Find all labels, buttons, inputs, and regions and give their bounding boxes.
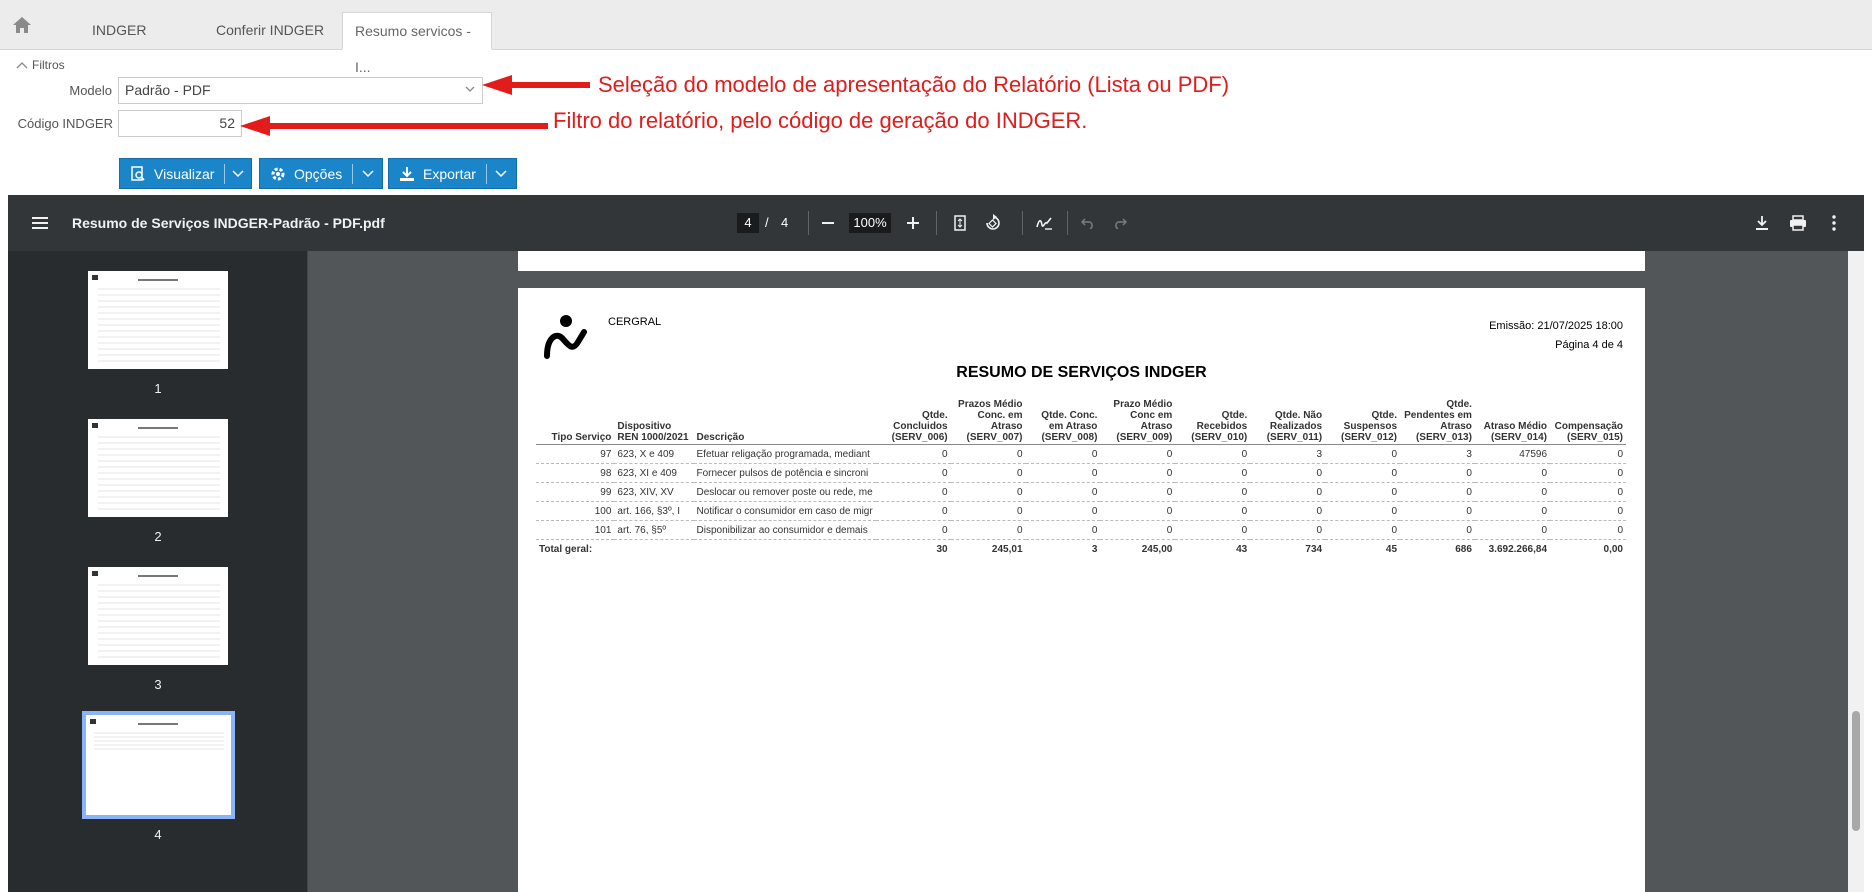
zoom-in-icon[interactable]: [901, 211, 925, 235]
table-cell: 0: [876, 464, 951, 483]
header-cell: Tipo Serviço: [536, 398, 614, 445]
total-row: [536, 540, 1626, 559]
thumbnail-page[interactable]: [88, 419, 228, 517]
total-cell: 734: [1305, 543, 1323, 555]
tab-conferir-indger[interactable]: Conferir INDGER: [216, 22, 325, 38]
annotation-arrow-modelo: [482, 74, 592, 98]
header-cell: Dispositivo REN 1000/2021: [614, 398, 693, 445]
total-cell: 43: [1236, 543, 1248, 555]
header-cell: Compensação (SERV_015): [1550, 398, 1626, 445]
opcoes-dropdown[interactable]: [352, 164, 382, 184]
table-cell: 0: [876, 521, 951, 540]
exportar-dropdown[interactable]: [486, 164, 516, 184]
table-cell: 0: [1475, 502, 1550, 521]
home-icon[interactable]: [8, 12, 36, 38]
report-page: [518, 288, 1645, 892]
download-icon: [399, 166, 415, 182]
modelo-value: Padrão - PDF: [125, 82, 211, 98]
page-info: Página 4 de 4: [1555, 339, 1623, 351]
table-cell: Efetuar religação programada, mediant: [694, 445, 876, 464]
table-cell: art. 76, §5º: [614, 521, 693, 540]
scrollbar-thumb[interactable]: [1852, 711, 1860, 831]
table-cell: 0: [1250, 464, 1325, 483]
header-cell: Prazo Médio Conc em Atraso (SERV_009): [1100, 398, 1175, 445]
table-cell: 0: [1400, 483, 1475, 502]
redo-icon[interactable]: [1108, 211, 1132, 235]
table-cell: 0: [876, 445, 951, 464]
zoom-out-icon[interactable]: [816, 211, 840, 235]
zoom-input[interactable]: 100%: [849, 213, 891, 233]
modelo-label: Modelo: [69, 83, 112, 98]
total-cell: 3.692.266,84: [1488, 543, 1548, 555]
annotation-arrow-codigo: [240, 115, 550, 139]
annotate-icon[interactable]: [1032, 211, 1056, 235]
menu-icon[interactable]: [28, 211, 52, 235]
table-cell: 97: [536, 445, 614, 464]
divider: [936, 211, 937, 235]
table-cell: 0: [1100, 483, 1175, 502]
fit-page-icon[interactable]: [948, 211, 972, 235]
table-cell: 623, XIV, XV: [614, 483, 693, 502]
header-cell: Qtde. Concluidos (SERV_006): [876, 398, 951, 445]
total-cell: Total geral:: [539, 543, 593, 555]
table-cell: 0: [1100, 464, 1175, 483]
chevron-down-icon: [232, 170, 244, 178]
pdf-title: Resumo de Serviços INDGER-Padrão - PDF.pdf: [72, 215, 385, 231]
table-cell: 47596: [1475, 445, 1550, 464]
table-cell: 0: [951, 464, 1026, 483]
table-cell: 0: [1250, 502, 1325, 521]
chevron-down-icon: [362, 170, 374, 178]
page-separator: /: [765, 215, 769, 230]
table-row: [536, 502, 1626, 521]
table-cell: 0: [1325, 521, 1400, 540]
table-cell: 0: [1400, 521, 1475, 540]
thumbnail-page[interactable]: [88, 271, 228, 369]
thumbnail-number: 4: [154, 827, 162, 842]
table-cell: 100: [536, 502, 614, 521]
table-cell: 0: [1175, 502, 1250, 521]
table-cell: 0: [1550, 483, 1626, 502]
total-cell: 45: [1385, 543, 1398, 555]
filters-toggle[interactable]: [16, 58, 65, 72]
chevron-up-icon: [16, 61, 28, 69]
table-cell: 0: [1325, 445, 1400, 464]
table-row: [536, 521, 1626, 540]
table-cell: 0: [1400, 464, 1475, 483]
total-cell: 245,00: [1141, 543, 1173, 555]
table-cell: 0: [876, 483, 951, 502]
page-total: 4: [781, 215, 789, 230]
chevron-down-icon: [495, 170, 507, 178]
table-cell: 0: [1100, 445, 1175, 464]
report-table: [536, 398, 1626, 559]
header-cell: Qtde. Pendentes em Atraso (SERV_013): [1400, 398, 1475, 445]
table-cell: 0: [1026, 502, 1101, 521]
table-cell: 0: [1175, 445, 1250, 464]
annotation-modelo: Seleção do modelo de apresentação do Relatório (Lista ou PDF): [598, 72, 1230, 97]
table-cell: Disponibilizar ao consumidor e demais: [694, 521, 876, 540]
visualizar-dropdown[interactable]: [224, 164, 251, 184]
table-row: [536, 483, 1626, 502]
opcoes-label: Opções: [294, 165, 343, 182]
pdf-toolbar: [8, 195, 1864, 251]
tab-indger[interactable]: INDGER: [92, 22, 147, 38]
previous-page-edge: [518, 251, 1645, 271]
header-cell: Prazos Médio Conc. em Atraso (SERV_007): [951, 398, 1026, 445]
table-cell: 0: [1550, 502, 1626, 521]
table-cell: 0: [1550, 464, 1626, 483]
table-cell: 99: [536, 483, 614, 502]
vertical-scrollbar[interactable]: [1848, 251, 1864, 892]
rotate-icon[interactable]: [981, 211, 1005, 235]
thumbnail-page[interactable]: [88, 567, 228, 665]
exportar-label: Exportar: [423, 165, 476, 182]
pdf-viewer: [8, 195, 1864, 892]
undo-icon[interactable]: [1076, 211, 1100, 235]
company-name: CERGRAL: [608, 316, 662, 328]
table-cell: 0: [1475, 521, 1550, 540]
table-cell: Notificar o consumidor em caso de migr: [694, 502, 876, 521]
divider: [808, 211, 809, 235]
visualizar-button[interactable]: [119, 158, 252, 189]
header-cell: Qtde. Conc. em Atraso (SERV_008): [1026, 398, 1101, 445]
print-icon[interactable]: [1786, 211, 1810, 235]
total-cell: [694, 540, 876, 559]
table-cell: 0: [951, 483, 1026, 502]
table-cell: 98: [536, 464, 614, 483]
divider: [1067, 211, 1068, 235]
table-cell: 0: [951, 445, 1026, 464]
thumbnail-number: 1: [154, 381, 162, 396]
thumbnail-number: 3: [154, 677, 162, 692]
table-cell: 0: [1026, 445, 1101, 464]
preview-icon: [130, 166, 146, 182]
table-cell: 0: [1175, 521, 1250, 540]
table-cell: 0: [951, 502, 1026, 521]
header-cell: Qtde. Suspensos (SERV_012): [1325, 398, 1400, 445]
table-cell: 0: [1400, 502, 1475, 521]
total-cell: 686: [1455, 543, 1472, 555]
table-cell: 0: [1175, 483, 1250, 502]
header-cell: Atraso Médio (SERV_014): [1475, 398, 1550, 445]
total-cell: [614, 540, 693, 559]
download-icon[interactable]: [1750, 211, 1774, 235]
table-cell: 0: [1475, 464, 1550, 483]
codigo-indger-input[interactable]: 52: [118, 110, 242, 137]
table-row: [536, 445, 1626, 464]
header-cell: Qtde. Não Realizados (SERV_011): [1250, 398, 1325, 445]
page-number-input[interactable]: 4: [737, 213, 759, 233]
table-cell: 0: [1550, 521, 1626, 540]
table-cell: 0: [1026, 521, 1101, 540]
table-cell: art. 166, §3º, I: [614, 502, 693, 521]
header-cell: Descrição: [694, 398, 876, 445]
table-cell: 0: [1250, 483, 1325, 502]
table-cell: 0: [1325, 483, 1400, 502]
header-cell: Qtde. Recebidos (SERV_010): [1175, 398, 1250, 445]
table-cell: 0: [951, 521, 1026, 540]
table-cell: 0: [1325, 464, 1400, 483]
table-cell: Deslocar ou remover poste ou rede, me: [694, 483, 876, 502]
table-cell: 0: [1026, 483, 1101, 502]
modelo-select[interactable]: [118, 77, 483, 104]
table-cell: 0: [1100, 521, 1175, 540]
table-header: [536, 398, 1626, 445]
table-cell: 3: [1400, 445, 1475, 464]
total-cell: 30: [936, 543, 948, 555]
table-row: [536, 464, 1626, 483]
table-cell: 3: [1250, 445, 1325, 464]
tab-resumo-servicos[interactable]: Resumo servicos - I...: [342, 12, 492, 50]
visualizar-label: Visualizar: [154, 165, 215, 182]
table-cell: 623, X e 409: [614, 445, 693, 464]
thumbnail-number: 2: [154, 529, 162, 544]
more-options-icon[interactable]: [1822, 211, 1846, 235]
table-cell: 101: [536, 521, 614, 540]
table-cell: Fornecer pulsos de potência e sincroni: [694, 464, 876, 483]
table-body: [536, 445, 1626, 559]
report-title: RESUMO DE SERVIÇOS INDGER: [956, 364, 1207, 381]
gear-icon: [270, 166, 286, 182]
filters-title: Filtros: [32, 58, 65, 72]
table-cell: 0: [1100, 502, 1175, 521]
table-cell: 0: [1325, 502, 1400, 521]
table-cell: 0: [1175, 464, 1250, 483]
emission-date: Emissão: 21/07/2025 18:00: [1489, 320, 1623, 332]
table-cell: 623, XI e 409: [614, 464, 693, 483]
divider: [1022, 211, 1023, 235]
table-cell: 0: [1026, 464, 1101, 483]
table-cell: 0: [1250, 521, 1325, 540]
total-cell: 3: [1091, 543, 1098, 555]
table-cell: 0: [1550, 445, 1626, 464]
chevron-down-icon: [464, 82, 476, 96]
table-cell: 0: [1475, 483, 1550, 502]
exportar-button[interactable]: [388, 158, 517, 189]
table-cell: 0: [876, 502, 951, 521]
thumbnail-sidebar: [8, 251, 308, 892]
total-cell: 245,01: [991, 543, 1023, 555]
total-cell: 0,00: [1603, 543, 1623, 555]
opcoes-button[interactable]: [259, 158, 383, 189]
codigo-label: Código INDGER: [17, 116, 113, 131]
thumbnail-page-selected[interactable]: [86, 715, 231, 815]
company-logo: [544, 314, 588, 360]
annotation-codigo: Filtro do relatório, pelo código de geração do INDGER.: [553, 108, 1088, 133]
